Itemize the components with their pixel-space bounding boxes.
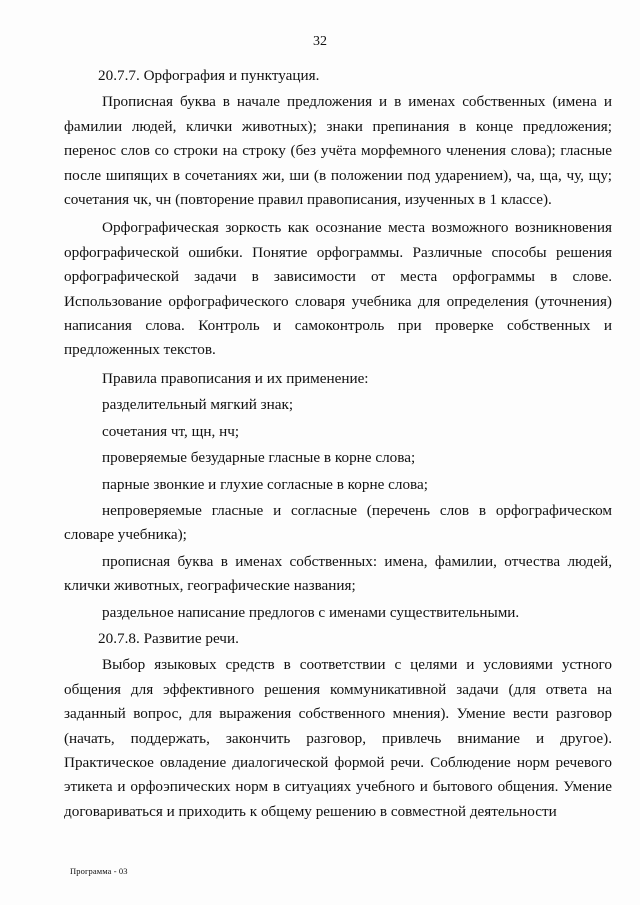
- rule-item: прописная буква в именах собственных: имена, фамилии, отчества людей, клички животных, географические названия;: [64, 552, 612, 595]
- rule-item: разделительный мягкий знак;: [102, 396, 294, 414]
- footer-program-label: Программа - 03: [70, 866, 128, 876]
- paragraph-orthographic-vigilance: Орфографическая зоркость как осознание места возможного возникновения орфографической ошибки. Понятие орфограммы. Различные способы решения орфографической задачи в зависимости от места орфограммы в слове. Использование орфографического словаря учебника для определения (уточнения) написания слова. Контроль и самоконтроль при проверке собственных и предложенных текстов.: [64, 219, 612, 359]
- document-body: [64, 64, 612, 824]
- paragraph-capital-letters: Прописная буква в начале предложения и в именах собственных (имена и фамилии людей, клички животных); знаки препинания в конце предложения; перенос слов со строки на строку (без учёта морфемного членения слова); гласные после шипящих в сочетаниях жи, ши (в положении под ударением), ча, ща, чу, щу; сочетания чк, чн (повторение правил правописания, изученных в 1 классе).: [64, 93, 612, 209]
- rules-intro: Правила правописания и их применение:: [102, 369, 369, 387]
- page-number: 32: [313, 34, 327, 49]
- rule-item: непроверяемые гласные и согласные (перечень слов в орфографическом словаре учебника);: [64, 501, 612, 544]
- rule-item: проверяемые безударные гласные в корне слова;: [102, 449, 416, 467]
- rule-item: парные звонкие и глухие согласные в корне слова;: [102, 475, 428, 493]
- rule-item: раздельное написание предлогов с именами существительными.: [102, 603, 520, 621]
- section-heading-orthography: 20.7.7. Орфография и пунктуация.: [98, 67, 320, 84]
- section-heading-speech-development: 20.7.8. Развитие речи.: [98, 629, 239, 647]
- rule-item: сочетания чт, щн, нч;: [102, 422, 240, 440]
- paragraph-speech-means: Выбор языковых средств в соответствии с целями и условиями устного общения для эффективного решения коммуникативной задачи (для ответа на заданный вопрос, для выражения собственного мнения). Умение вести разговор (начать, поддержать, закончить разговор, привлечь внимание и другое). Практическое овладение диалогической формой речи. Соблюдение норм речевого этикета и орфоэпических норм в ситуациях учебного и бытового общения. Умение договариваться и приходить к общему решению в совместной деятельности: [64, 656, 612, 820]
